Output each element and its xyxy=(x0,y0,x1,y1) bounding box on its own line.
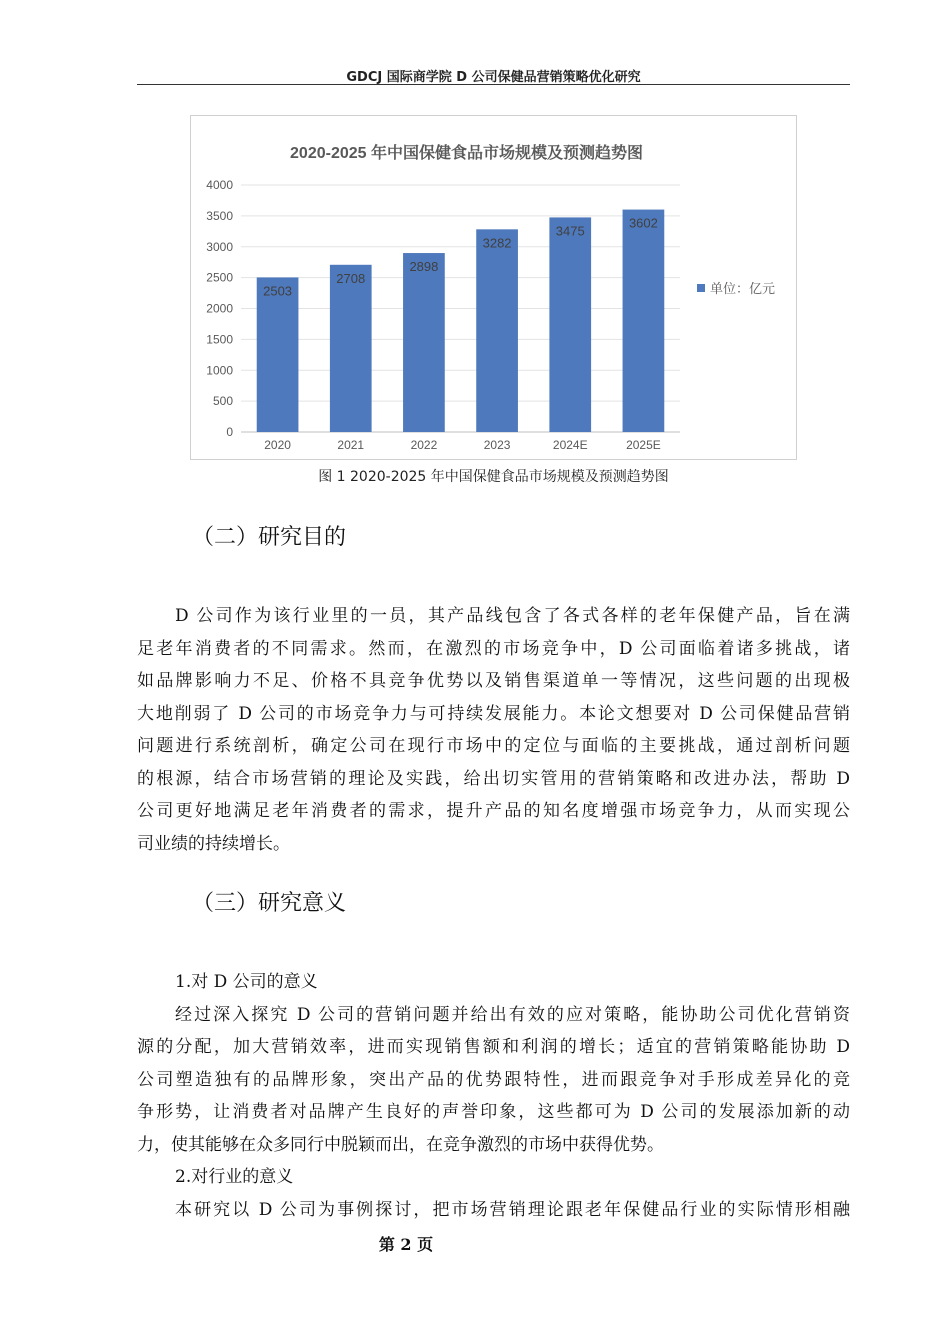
text-line: 足老年消费者的不同需求。然而，在激烈的市场竞争中，D 公司面临着诸多挑战，诸 xyxy=(137,638,850,659)
text-line: 争形势，让消费者对品牌产生良好的声誉印象，这些都可为 D 公司的发展添加新的动 xyxy=(137,1102,850,1122)
y-tick-label: 4000 xyxy=(206,178,233,192)
data-label: 2503 xyxy=(263,283,293,299)
y-tick-label: 500 xyxy=(212,394,233,409)
data-label: 3602 xyxy=(628,215,658,231)
text-line: 司业绩的持续增长。 xyxy=(137,833,290,854)
text-line: 源的分配，加大营销效率，进而实现销售额和利润的增长；适宜的营销策略能协助 D xyxy=(137,1037,850,1057)
data-label: 2708 xyxy=(336,270,366,286)
page-number: 第 2 页 xyxy=(378,1235,434,1254)
text-line: 大地削弱了 D 公司的市场竞争力与可持续发展能力。本论文想要对 D 公司保健品营销 xyxy=(137,703,850,724)
chart-title: 2020-2025 年中国保健食品市场规模及预测趋势图 xyxy=(290,145,643,162)
data-label: 2898 xyxy=(409,259,439,275)
data-label: 3282 xyxy=(482,235,512,251)
y-tick-label: 3000 xyxy=(206,239,233,254)
text-line: 公司塑造独有的品牌形象，突出产品的优势跟特性，进而跟竞争对手形成差异化的竞 xyxy=(137,1069,850,1090)
data-label: 3475 xyxy=(555,223,585,239)
text-line: 本研究以 D 公司为事例探讨，把市场营销理论跟老年保健品行业的实际情形相融 xyxy=(175,1199,850,1220)
x-tick-label: 2020 xyxy=(264,438,291,452)
x-tick-label: 2025E xyxy=(626,438,661,452)
y-tick-label: 2000 xyxy=(206,301,233,316)
subheading-company: 1.对 D 公司的意义 xyxy=(175,972,318,992)
text-line: 经过深入探究 D 公司的营销问题并给出有效的应对策略，能协助公司优化营销资 xyxy=(175,1004,850,1025)
y-tick-label: 1000 xyxy=(206,363,233,378)
y-tick-label: 2500 xyxy=(206,270,233,285)
text-line: 问题进行系统剖析，确定公司在现行市场中的定位与面临的主要挑战，通过剖析问题 xyxy=(137,736,850,756)
legend-swatch xyxy=(697,284,705,292)
legend-label: 单位：亿元 xyxy=(710,281,776,296)
section-body-purpose xyxy=(137,600,850,860)
header-rule xyxy=(137,84,850,85)
chart-figure xyxy=(190,115,797,460)
x-tick-label: 2024E xyxy=(552,438,588,452)
bar xyxy=(623,210,665,432)
x-tick-label: 2022 xyxy=(410,438,438,452)
figure-caption: 图 1 2020-2025 年中国保健食品市场规模及预测趋势图 xyxy=(318,469,669,485)
y-tick-label: 3500 xyxy=(206,208,233,223)
bar xyxy=(257,277,299,432)
bar xyxy=(330,265,372,432)
bar xyxy=(476,229,518,432)
text-line: 公司更好地满足老年消费者的需求，提升产品的知名度增强市场竞争力，从而实现公 xyxy=(137,801,850,821)
text-line: 力，使其能够在众多同行中脱颖而出，在竞争激烈的市场中获得优势。 xyxy=(137,1134,664,1155)
page-header: GDCJ 国际商学院 D 公司保健品营销策略优化研究 xyxy=(346,70,641,85)
bar xyxy=(549,217,591,432)
text-line: D 公司作为该行业里的一员，其产品线包含了各式各样的老年保健产品，旨在满 xyxy=(175,606,850,626)
section-heading-significance: （三）研究意义 xyxy=(192,891,347,916)
y-tick-label: 0 xyxy=(226,425,233,439)
section-body-significance xyxy=(137,966,850,1226)
section-heading-purpose: （二）研究目的 xyxy=(192,525,347,550)
text-line: 如品牌影响力不足、价格不具竞争优势以及销售渠道单一等情况，这些问题的出现极 xyxy=(137,671,850,691)
x-tick-label: 2023 xyxy=(483,438,511,452)
bar-chart xyxy=(191,116,796,459)
subheading-industry: 2.对行业的意义 xyxy=(175,1167,294,1187)
y-tick-label: 1500 xyxy=(206,332,233,347)
text-line: 的根源，结合市场营销的理论及实践，给出切实管用的营销策略和改进办法，帮助 D xyxy=(137,768,850,789)
bar xyxy=(403,253,445,432)
x-tick-label: 2021 xyxy=(337,438,365,452)
